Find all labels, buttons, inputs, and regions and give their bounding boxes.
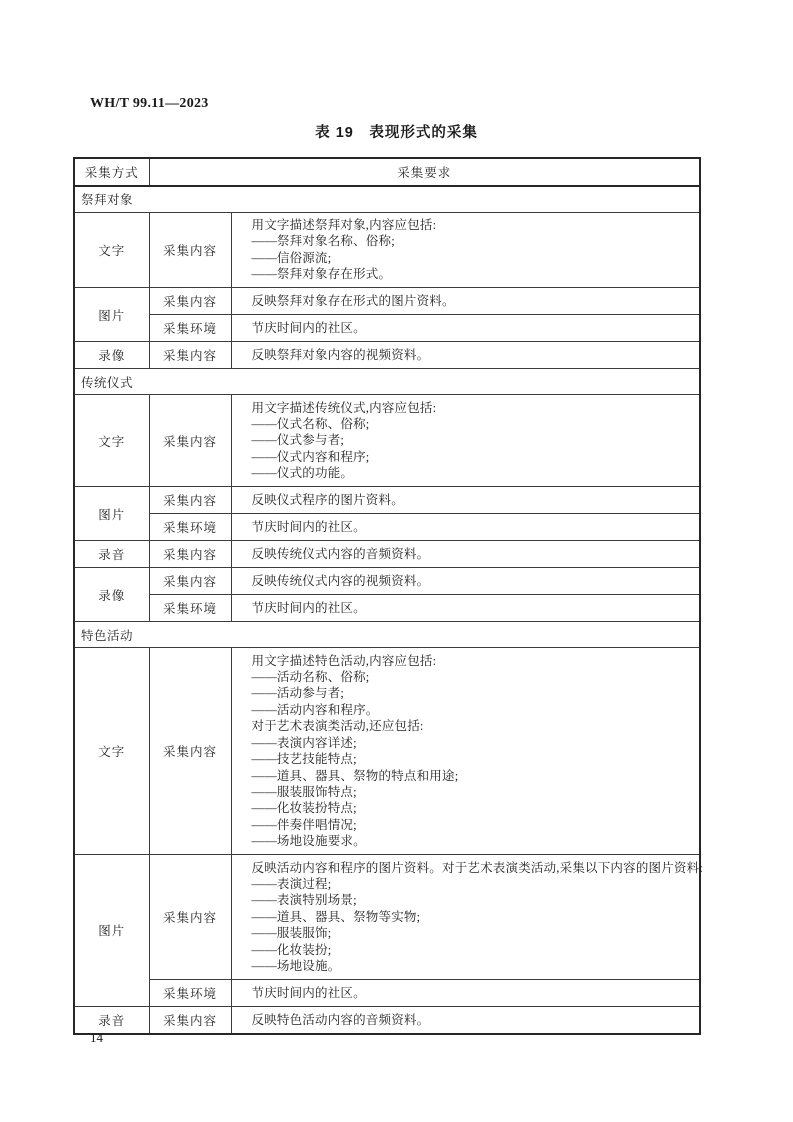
requirement-line: ——祭拜对象存在形式。 — [251, 267, 392, 282]
table-row — [74, 342, 700, 369]
requirement-line: ——道具、器具、祭物等实物; — [251, 909, 421, 924]
method-cell: 文字 — [74, 212, 149, 288]
requirement-line: 反映特色活动内容的音频资料。 — [251, 1012, 430, 1027]
requirement-line: 节庆时间内的社区。 — [251, 600, 366, 615]
requirement-line: 用文字描述祭拜对象,内容应包括: — [251, 218, 437, 232]
requirement-line: ——技艺技能特点; — [251, 752, 357, 767]
aspect-cell: 采集环境 — [149, 514, 231, 541]
requirement-line: 对于艺术表演类活动,还应包括: — [251, 719, 424, 734]
requirement-line: ——信俗源流; — [251, 250, 332, 265]
aspect-cell: 采集内容 — [149, 395, 231, 487]
page-number: 14 — [90, 1030, 103, 1045]
requirement-line: 节庆时间内的社区。 — [251, 985, 366, 1000]
section-name-cell: 祭拜对象 — [74, 186, 700, 212]
collection-table — [73, 157, 701, 1035]
method-cell: 录音 — [74, 1006, 149, 1034]
requirement-line: ——服装服饰; — [251, 926, 332, 941]
table-row — [74, 568, 700, 595]
requirement-cell — [231, 395, 700, 487]
requirement-line: ——活动参与者; — [251, 686, 345, 701]
requirement-line: 反映传统仪式内容的音频资料。 — [251, 546, 430, 561]
requirement-cell — [231, 315, 700, 342]
requirement-cell — [231, 541, 700, 568]
collection-table-wrapper — [73, 157, 703, 1035]
requirement-cell — [231, 212, 700, 288]
aspect-cell: 采集内容 — [149, 1006, 231, 1034]
table-row — [74, 648, 700, 855]
requirement-line: ——表演过程; — [251, 876, 332, 891]
requirement-line: 反映传统仪式内容的视频资料。 — [251, 573, 430, 588]
section-row — [74, 186, 700, 212]
method-cell: 录音 — [74, 541, 149, 568]
requirement-cell — [231, 979, 700, 1006]
aspect-cell: 采集内容 — [149, 541, 231, 568]
standard-number: WH/T 99.11—2023 — [90, 96, 209, 111]
table-row — [74, 487, 700, 514]
requirement-line: ——服装服饰特点; — [251, 784, 357, 799]
requirement-line: ——化妆装扮特点; — [251, 801, 357, 816]
requirement-cell — [231, 487, 700, 514]
requirement-line: ——仪式内容和程序; — [251, 449, 370, 464]
aspect-cell: 采集内容 — [149, 855, 231, 980]
aspect-cell: 采集内容 — [149, 487, 231, 514]
table-row — [74, 855, 700, 980]
table-row — [74, 541, 700, 568]
aspect-cell: 采集环境 — [149, 979, 231, 1006]
aspect-cell: 采集内容 — [149, 288, 231, 315]
table-row — [74, 514, 700, 541]
aspect-cell: 采集内容 — [149, 342, 231, 369]
requirement-cell — [231, 568, 700, 595]
method-cell: 图片 — [74, 487, 149, 541]
requirement-line: 反映祭拜对象存在形式的图片资料。 — [251, 293, 455, 308]
requirement-line: ——道具、器具、祭物的特点和用途; — [251, 768, 459, 783]
table-row — [74, 979, 700, 1006]
aspect-cell: 采集环境 — [149, 315, 231, 342]
requirement-line: ——仪式参与者; — [251, 433, 345, 448]
requirement-cell — [231, 855, 703, 980]
method-cell: 图片 — [74, 288, 149, 342]
method-cell: 文字 — [74, 648, 149, 855]
table-row — [74, 288, 700, 315]
requirement-line: ——仪式的功能。 — [251, 466, 354, 481]
requirement-line: 反映仪式程序的图片资料。 — [251, 492, 404, 507]
aspect-cell: 采集环境 — [149, 595, 231, 622]
aspect-cell: 采集内容 — [149, 648, 231, 855]
table-row — [74, 595, 700, 622]
requirement-line: 节庆时间内的社区。 — [251, 519, 366, 534]
requirement-line: ——场地设施。 — [251, 958, 341, 973]
requirement-line: ——伴奏伴唱情况; — [251, 817, 357, 832]
aspect-cell: 采集内容 — [149, 212, 231, 288]
section-row — [74, 369, 700, 395]
requirement-line: ——仪式名称、俗称; — [251, 417, 370, 432]
method-cell: 录像 — [74, 568, 149, 622]
table-header-row — [74, 158, 700, 186]
table-row — [74, 395, 700, 487]
requirement-cell — [231, 514, 700, 541]
requirement-cell — [231, 342, 700, 369]
requirement-line: 反映活动内容和程序的图片资料。对于艺术表演类活动,采集以下内容的图片资料: — [251, 860, 703, 875]
requirement-line: ——活动内容和程序。 — [251, 702, 379, 717]
requirement-cell — [231, 595, 700, 622]
table-row — [74, 212, 700, 288]
requirement-cell — [231, 648, 700, 855]
requirement-line: 用文字描述特色活动,内容应包括: — [251, 653, 437, 668]
method-cell: 图片 — [74, 855, 149, 1007]
requirement-line: 节庆时间内的社区。 — [251, 320, 366, 335]
requirement-cell — [231, 1006, 700, 1034]
section-row — [74, 622, 700, 648]
requirement-line: ——场地设施要求。 — [251, 834, 366, 849]
table-row — [74, 1006, 700, 1034]
aspect-cell: 采集内容 — [149, 568, 231, 595]
requirement-line: ——活动名称、俗称; — [251, 670, 370, 685]
requirement-line: ——表演内容详述; — [251, 735, 357, 750]
header-cell-requirement: 采集要求 — [149, 158, 700, 186]
requirement-cell — [231, 288, 700, 315]
header-cell-method: 采集方式 — [74, 158, 149, 186]
section-name-cell: 传统仪式 — [74, 369, 700, 395]
method-cell: 文字 — [74, 395, 149, 487]
table-row — [74, 315, 700, 342]
requirement-line: ——表演特别场景; — [251, 893, 357, 908]
requirement-line: ——祭拜对象名称、俗称; — [251, 234, 395, 249]
method-cell: 录像 — [74, 342, 149, 369]
requirement-line: 用文字描述传统仪式,内容应包括: — [251, 400, 437, 415]
requirement-line: 反映祭拜对象内容的视频资料。 — [251, 347, 430, 362]
table-title: 表 19 表现形式的采集 — [315, 125, 478, 141]
requirement-line: ——化妆装扮; — [251, 942, 332, 957]
section-name-cell: 特色活动 — [74, 622, 700, 648]
